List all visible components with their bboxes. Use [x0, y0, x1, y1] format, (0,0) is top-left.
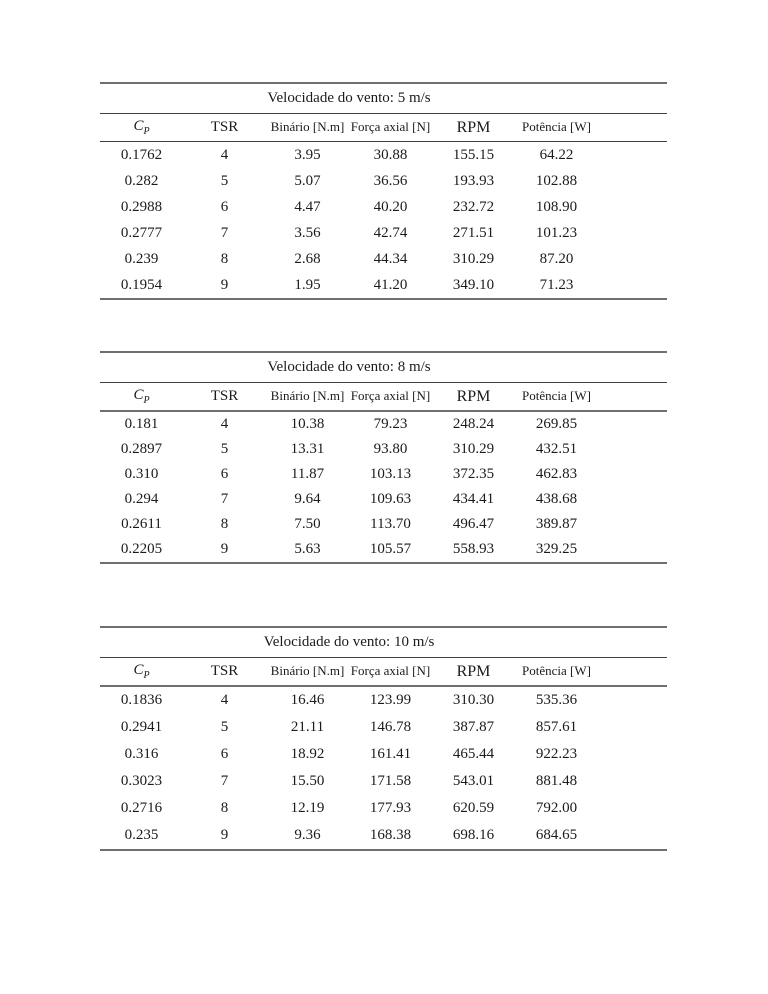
spacer-cell: [598, 272, 667, 299]
table-cell: 310.29: [452, 250, 495, 267]
table-cell: 193.93: [452, 172, 495, 189]
table-cell: 7: [220, 491, 229, 508]
table-cell: 0.294: [124, 491, 159, 508]
column-header-cp: $C_P$: [100, 383, 183, 412]
table-title-row: [100, 83, 667, 114]
table-row: [100, 487, 667, 512]
table-cell: 465.44: [452, 746, 495, 763]
table-cell: 146.78: [369, 719, 412, 736]
spacer-cell: [598, 512, 667, 537]
spacer-cell: [598, 168, 667, 194]
column-header-potencia: Potência [W]: [515, 383, 598, 412]
table-cell: 18.92: [290, 746, 325, 763]
table-cell: 0.282: [124, 172, 159, 189]
column-header-tsr: TSR: [183, 114, 266, 142]
column-header-forca: Força axial [N]: [349, 114, 432, 142]
table-cell: 113.70: [370, 516, 411, 533]
table-row: [100, 462, 667, 487]
table-row: [100, 220, 667, 246]
table-cell: 4: [220, 416, 229, 433]
table-cell: 0.235: [100, 822, 183, 850]
table-cell: 5.63: [266, 537, 349, 563]
table-cell: 8: [220, 800, 229, 817]
table-cell: 93.80: [373, 441, 408, 458]
table-body: [100, 411, 667, 563]
table-cell: 15.50: [290, 773, 325, 790]
table-cell: 109.63: [369, 491, 412, 508]
table-cell: 0.310: [124, 466, 159, 483]
tables-container: [100, 82, 667, 851]
table-cell: 21.11: [290, 719, 325, 736]
table-cell: 0.2988: [120, 198, 163, 215]
table-cell: 271.51: [452, 224, 495, 241]
table-title: Velocidade do vento: 10 m/s: [100, 627, 598, 658]
table-header-row: [100, 383, 667, 412]
table-cell: 0.316: [124, 746, 159, 763]
table-cell: 11.87: [290, 466, 325, 483]
table-cell: 9.64: [294, 491, 321, 508]
table-cell: 0.1836: [120, 692, 163, 709]
table-cell: 9.36: [266, 822, 349, 850]
table-cell: 349.10: [432, 272, 515, 299]
table-cell: 3.95: [294, 146, 321, 163]
table-cell: 5.07: [294, 172, 321, 189]
table-cell: 2.68: [294, 250, 321, 267]
table-body: [100, 142, 667, 300]
table-cell: 438.68: [535, 491, 578, 508]
table-title-row: [100, 352, 667, 383]
table-row: [100, 437, 667, 462]
table-cell: 7: [220, 773, 229, 790]
column-header-forca: Força axial [N]: [349, 383, 432, 412]
spacer-cell: [598, 627, 667, 658]
table-cell: 71.23: [515, 272, 598, 299]
table-cell: 155.15: [452, 146, 495, 163]
table-cell: 0.1954: [100, 272, 183, 299]
table-cell: 0.2716: [120, 800, 163, 817]
table-cell: 496.47: [452, 516, 495, 533]
table-row: [100, 194, 667, 220]
table-cell: 103.13: [369, 466, 412, 483]
column-header-binario: Binário [N.m]: [266, 383, 349, 412]
table-cell: 5: [220, 719, 229, 736]
table-cell: 5: [220, 441, 229, 458]
column-header-potencia: Potência [W]: [515, 658, 598, 687]
table-cell: 922.23: [535, 746, 578, 763]
table-cell: 0.2941: [120, 719, 163, 736]
table-cell: 698.16: [432, 822, 515, 850]
table-row: [100, 741, 667, 768]
table-cell: 7.50: [294, 516, 321, 533]
table-cell: 9: [183, 272, 266, 299]
table-header-row: [100, 658, 667, 687]
table-cell: 434.41: [452, 491, 495, 508]
spacer-cell: [598, 741, 667, 768]
table-cell: 329.25: [515, 537, 598, 563]
table-cell: 4.47: [294, 198, 321, 215]
table-body: [100, 686, 667, 850]
table-cell: 857.61: [535, 719, 578, 736]
wind-speed-table: [100, 351, 667, 564]
table-cell: 4: [220, 146, 229, 163]
column-header-binario: Binário [N.m]: [266, 658, 349, 687]
table-cell: 387.87: [452, 719, 495, 736]
table-cell: 102.88: [535, 172, 578, 189]
table-cell: 6: [220, 198, 229, 215]
table-cell: 168.38: [349, 822, 432, 850]
table-cell: 269.85: [535, 416, 578, 433]
spacer-cell: [598, 462, 667, 487]
table-cell: 12.19: [290, 800, 325, 817]
table-cell: 40.20: [373, 198, 408, 215]
table-row: [100, 512, 667, 537]
table-cell: 389.87: [535, 516, 578, 533]
table-row: [100, 714, 667, 741]
spacer-cell: [598, 194, 667, 220]
table-cell: 462.83: [535, 466, 578, 483]
table-cell: 620.59: [452, 800, 495, 817]
spacer-cell: [598, 487, 667, 512]
table-row: [100, 272, 667, 299]
table-cell: 30.88: [373, 146, 408, 163]
table-cell: 558.93: [432, 537, 515, 563]
table-cell: 36.56: [373, 172, 408, 189]
table-cell: 310.29: [452, 441, 495, 458]
table-cell: 881.48: [535, 773, 578, 790]
table-cell: 161.41: [369, 746, 412, 763]
table-cell: 8: [220, 516, 229, 533]
column-header-binario: Binário [N.m]: [266, 114, 349, 142]
table-row: [100, 768, 667, 795]
spacer-cell: [598, 352, 667, 383]
table-cell: 0.2205: [100, 537, 183, 563]
table-cell: 372.35: [452, 466, 495, 483]
table-cell: 105.57: [349, 537, 432, 563]
column-header-cp: $C_P$: [100, 658, 183, 687]
table-cell: 123.99: [369, 692, 412, 709]
table-cell: 177.93: [369, 800, 412, 817]
table-cell: 543.01: [452, 773, 495, 790]
table-cell: 0.1762: [120, 146, 163, 163]
table-cell: 79.23: [373, 416, 408, 433]
spacer-cell: [598, 383, 667, 412]
spacer-cell: [598, 768, 667, 795]
spacer-cell: [598, 114, 667, 142]
wind-speed-table: [100, 82, 667, 300]
spacer-cell: [598, 411, 667, 437]
table-cell: 10.38: [290, 416, 325, 433]
table-cell: 0.3023: [120, 773, 163, 790]
table-row: [100, 795, 667, 822]
table-cell: 42.74: [373, 224, 408, 241]
spacer-cell: [598, 795, 667, 822]
table-cell: 8: [220, 250, 229, 267]
table-cell: 64.22: [539, 146, 574, 163]
table-cell: 310.30: [452, 692, 495, 709]
table-cell: 16.46: [290, 692, 325, 709]
spacer-cell: [598, 537, 667, 563]
column-header-cp: $C_P$: [100, 114, 183, 142]
table-cell: 1.95: [266, 272, 349, 299]
table-cell: 9: [183, 822, 266, 850]
wind-speed-table: [100, 626, 667, 851]
table-cell: 87.20: [539, 250, 574, 267]
spacer-cell: [598, 83, 667, 114]
spacer-cell: [598, 437, 667, 462]
table-cell: 232.72: [452, 198, 495, 215]
spacer-cell: [598, 246, 667, 272]
spacer-cell: [598, 220, 667, 246]
spacer-cell: [598, 142, 667, 169]
spacer-cell: [598, 686, 667, 714]
table-cell: 248.24: [452, 416, 495, 433]
table-row: [100, 411, 667, 437]
table-cell: 171.58: [369, 773, 412, 790]
table-cell: 0.2611: [121, 516, 162, 533]
table-cell: 44.34: [373, 250, 408, 267]
column-header-rpm: RPM: [432, 658, 515, 687]
table-cell: 0.2897: [120, 441, 163, 458]
table-cell: 7: [220, 224, 229, 241]
table-cell: 4: [220, 692, 229, 709]
spacer-cell: [598, 658, 667, 687]
table-title: Velocidade do vento: 5 m/s: [100, 83, 598, 114]
table-cell: 41.20: [349, 272, 432, 299]
table-title: Velocidade do vento: 8 m/s: [100, 352, 598, 383]
spacer-cell: [598, 822, 667, 850]
table-cell: 108.90: [535, 198, 578, 215]
table-cell: 13.31: [290, 441, 325, 458]
spacer-cell: [598, 714, 667, 741]
column-header-rpm: RPM: [432, 114, 515, 142]
table-cell: 0.239: [124, 250, 159, 267]
column-header-rpm: RPM: [432, 383, 515, 412]
column-header-tsr: TSR: [183, 658, 266, 687]
table-row: [100, 168, 667, 194]
column-header-potencia: Potência [W]: [515, 114, 598, 142]
table-cell: 6: [220, 466, 229, 483]
table-cell: 535.36: [535, 692, 578, 709]
column-header-tsr: TSR: [183, 383, 266, 412]
column-header-forca: Força axial [N]: [349, 658, 432, 687]
table-cell: 3.56: [294, 224, 321, 241]
table-row: [100, 537, 667, 563]
table-cell: 792.00: [535, 800, 578, 817]
table-cell: 6: [220, 746, 229, 763]
table-cell: 5: [220, 172, 229, 189]
table-row: [100, 822, 667, 850]
table-cell: 432.51: [535, 441, 578, 458]
table-cell: 0.2777: [120, 224, 163, 241]
table-title-row: [100, 627, 667, 658]
table-header-row: [100, 114, 667, 142]
table-cell: 9: [183, 537, 266, 563]
table-row: [100, 686, 667, 714]
table-row: [100, 246, 667, 272]
table-cell: 0.181: [124, 416, 159, 433]
table-cell: 101.23: [535, 224, 578, 241]
table-cell: 684.65: [515, 822, 598, 850]
table-row: [100, 142, 667, 169]
